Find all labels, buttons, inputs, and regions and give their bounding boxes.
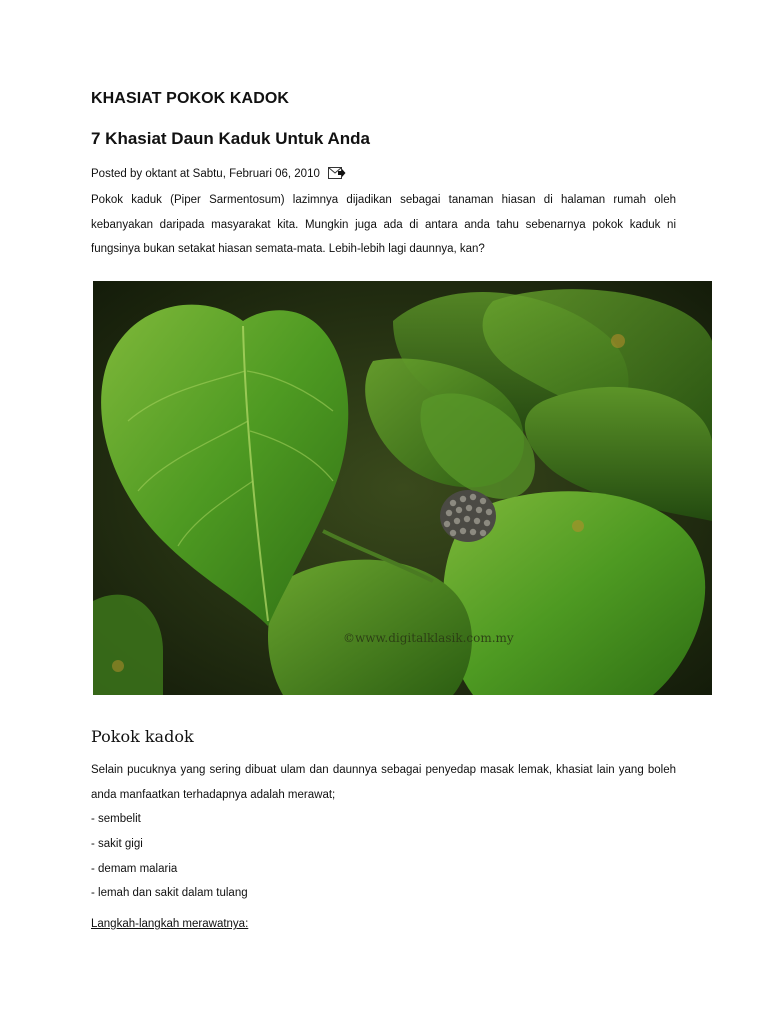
ailment-item: - demam malaria (91, 863, 178, 875)
intro-paragraph: Pokok kaduk (Piper Sarmentosum) lazimnya dijadikan sebagai tanaman hiasan di halaman rumah oleh kebanyakan daripada masyarakat kita. Mungkin juga ada di antara anda tahu sebenarnya pokok kaduk ni fungsinya bukan setakat hiasan semata-mata. Lebih-lebih lagi daunnya, kan? (91, 194, 676, 255)
ailment-item: - sembelit (91, 813, 141, 825)
ailment-item: - sakit gigi (91, 838, 143, 850)
steps-link[interactable]: Langkah-langkah merawatnya: (91, 918, 249, 930)
post-meta (91, 167, 346, 180)
kaduk-leaf-photo (93, 281, 712, 695)
posted-by-text: Posted by oktant at Sabtu, Februari 06, 2010 (91, 167, 320, 180)
section-paragraph: Selain pucuknya yang sering dibuat ulam dan daunnya sebagai penyedap masak lemak, khasiat lain yang boleh anda manfaatkan terhadapnya adalah merawat; (91, 764, 676, 801)
ailment-item: - lemah dan sakit dalam tulang (91, 887, 248, 899)
photo-watermark: ©www.digitalklasik.com.my (343, 631, 514, 645)
page-title: KHASIAT POKOK KADOK (91, 90, 290, 107)
post-title[interactable]: 7 Khasiat Daun Kaduk Untuk Anda (91, 129, 370, 148)
section-heading: Pokok kadok (91, 727, 194, 746)
email-post-icon[interactable] (328, 167, 346, 180)
